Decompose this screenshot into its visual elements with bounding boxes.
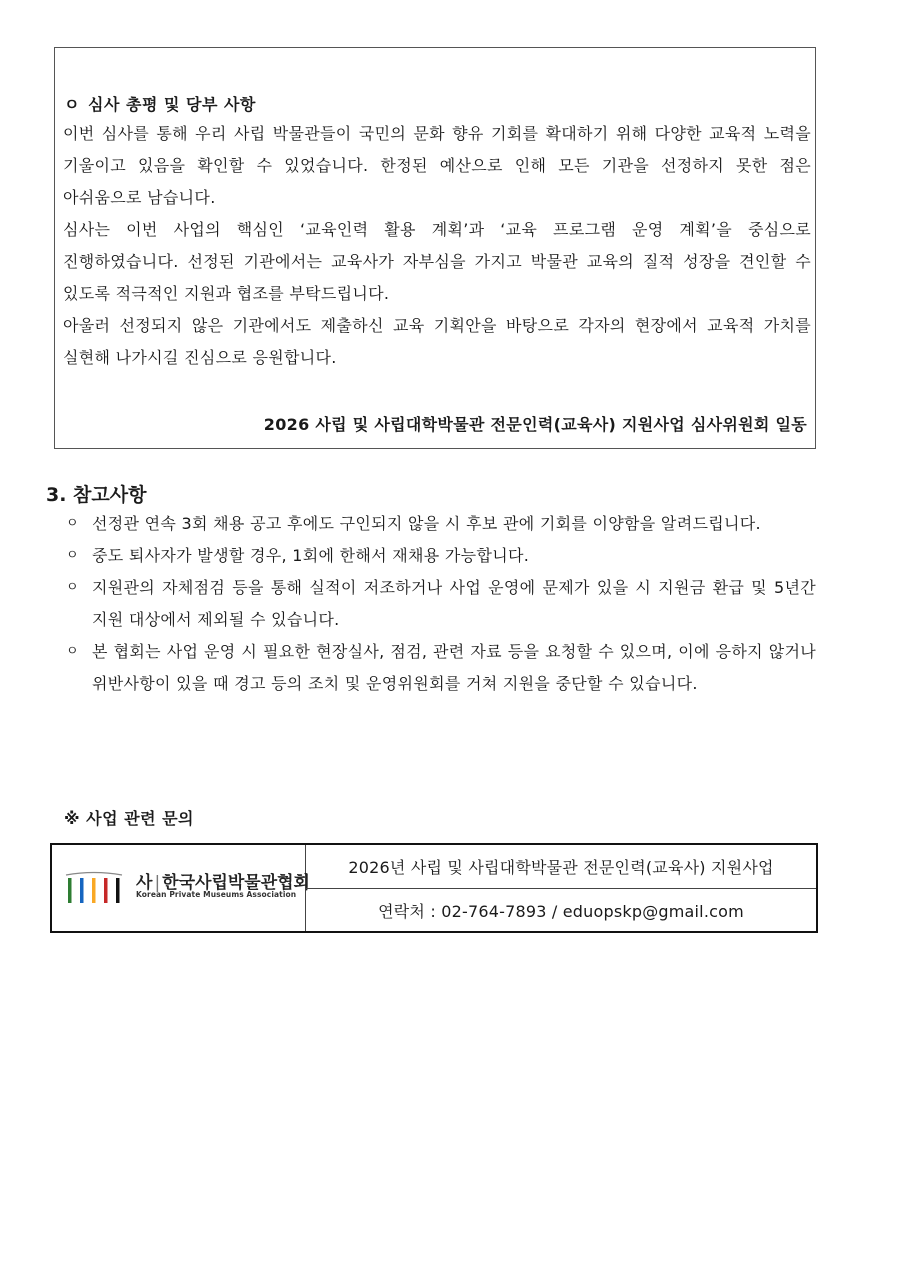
reference-notes-list: [64, 508, 816, 700]
note-bullet: ㅇ: [66, 548, 79, 563]
logo-bar: [80, 878, 84, 903]
reference-note-3: [64, 572, 816, 636]
logo-bar: [92, 878, 96, 903]
logo-separator: |: [154, 873, 161, 893]
logo-bar: [68, 878, 72, 903]
note-text: 중도 퇴사자가 발생할 경우, 1회에 한해서 재채용 가능합니다.: [92, 546, 530, 565]
section-title-references: 3. 참고사항: [46, 484, 147, 506]
review-title: [64, 92, 256, 115]
note-text: 지원관의 자체점검 등을 통해 실적이 저조하거나 사업 운영에 문제가 있을 시 지원금 환급 및 5년간 지원 대상에서 제외될 수 있습니다.: [92, 578, 816, 629]
inquiry-title: ※ 사업 관련 문의: [64, 809, 195, 828]
program-name-cell: 2026년 사립 및 사립대학박물관 전문인력(교육사) 지원사업: [306, 845, 816, 889]
note-bullet: ㅇ: [66, 580, 79, 595]
logo-prefix: 사: [136, 873, 153, 893]
review-signature: 2026 사립 및 사립대학박물관 전문인력(교육사) 지원사업 심사위원회 일동: [263, 415, 807, 434]
logo-bars-icon: [64, 871, 124, 905]
reference-note-4: [64, 636, 816, 700]
review-summary-box: [54, 47, 816, 449]
review-title-text: 심사 총평 및 당부 사항: [88, 95, 256, 114]
contact-info-cell: 연락처 : 02-764-7893 / eduopskp@gmail.com: [378, 901, 744, 921]
contact-table: [50, 843, 818, 933]
note-bullet: ㅇ: [66, 644, 79, 659]
association-logo: [52, 845, 310, 931]
review-paragraph-3: 아울러 선정되지 않은 기관에서도 제출하신 교육 기획안을 바탕으로 각자의 현장에서 교육적 가치를 실현해 나가시길 진심으로 응원합니다.: [63, 316, 811, 367]
note-text: 본 협회는 사업 운영 시 필요한 현장실사, 점검, 관련 자료 등을 요청할 수 있으며, 이에 응하지 않거나 위반사항이 있을 때 경고 등의 조치 및 운영위원회를 거쳐 지원을 중단할 수 있습니다.: [92, 642, 816, 693]
review-paragraph-1: 이번 심사를 통해 우리 사립 박물관들이 국민의 문화 향유 기회를 확대하기 위해 다양한 교육적 노력을 기울이고 있음을 확인할 수 있었습니다. 한정된 예산으로 인해 모든 기관을 선정하지 못한 점은 아쉬움으로 남습니다.: [63, 124, 811, 207]
logo-name: 한국사립박물관협회: [162, 873, 310, 893]
logo-name-en: Korean Private Museums Association: [136, 890, 297, 899]
note-bullet: ㅇ: [66, 516, 79, 531]
reference-note-1: [64, 508, 816, 540]
note-text: 선정관 연속 3회 채용 공고 후에도 구인되지 않을 시 후보 관에 기회를 이양함을 알려드립니다.: [92, 514, 761, 533]
reference-note-2: [64, 540, 816, 572]
review-bullet: ㅇ: [64, 95, 80, 114]
review-paragraph-2: 심사는 이번 사업의 핵심인 ‘교육인력 활용 계획’과 ‘교육 프로그램 운영 계획’을 중심으로 진행하였습니다. 선정된 기관에서는 교육사가 자부심을 가지고 박물관 교육의 질적 성장을 견인할 수 있도록 적극적인 지원과 협조를 부탁드립니다.: [63, 220, 811, 303]
logo-bar: [116, 878, 120, 903]
logo-bar: [104, 878, 108, 903]
